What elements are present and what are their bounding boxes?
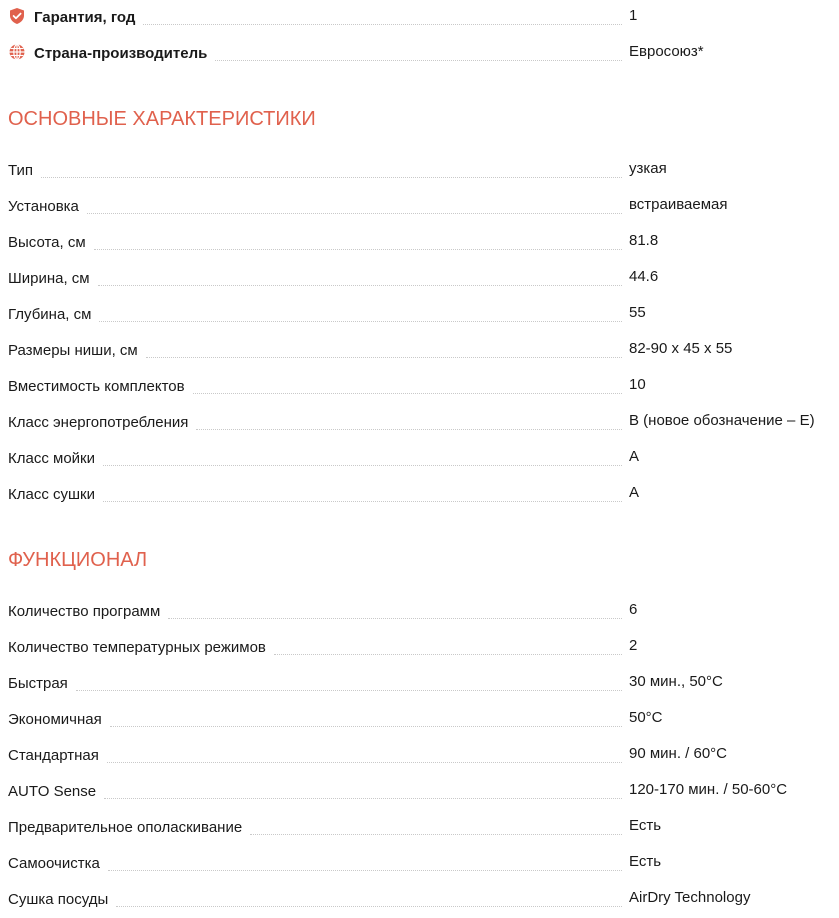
spec-value: А [629,484,640,501]
spec-label: AUTO Sense [8,783,104,801]
spec-row [8,887,831,909]
spec-label: Класс мойки [8,450,103,468]
spec-row [8,302,831,324]
spec-label: Стандартная [8,747,107,765]
spec-row [8,410,831,432]
spec-value: А [629,448,640,465]
spec-row [8,707,831,729]
spec-value: Есть [629,853,662,870]
spec-label: Сушка посуды [8,891,116,909]
spec-label: Тип [8,162,41,180]
spec-row [8,815,831,837]
spec-value: 50°C [629,709,663,726]
spec-label: Быстрая [8,675,76,693]
leader-dots [146,356,622,358]
spec-row [8,743,831,765]
leader-dots [168,617,622,619]
leader-dots [110,725,622,727]
leader-dots [87,212,622,214]
spec-label: Размеры ниши, см [8,342,146,360]
spec-row [8,374,831,396]
spec-row [8,158,831,180]
leader-dots [116,905,622,907]
spec-row [8,338,831,360]
spec-label: Количество программ [8,603,168,621]
spec-value: 55 [629,304,646,321]
spec-row [8,482,831,504]
spec-label: Вместимость комплектов [8,378,193,396]
spec-value: 81.8 [629,232,659,249]
leader-dots [104,797,622,799]
spec-value: Есть [629,817,662,834]
spec-row [8,194,831,216]
leader-dots [143,23,622,25]
spec-label: Предварительное ополаскивание [8,819,250,837]
leader-dots [41,176,622,178]
shield-check-icon [8,7,26,25]
spec-value: 82-90 х 45 х 55 [629,340,733,357]
spec-value: В (новое обозначение – Е) [629,412,815,429]
spec-row-warranty [8,5,831,27]
spec-label: Гарантия, год [34,9,143,27]
leader-dots [94,248,622,250]
spec-value: 10 [629,376,646,393]
spec-label: Класс сушки [8,486,103,504]
leader-dots [103,464,622,466]
leader-dots [107,761,622,763]
spec-value: 44.6 [629,268,659,285]
spec-row [8,599,831,621]
spec-label: Установка [8,198,87,216]
spec-row [8,779,831,801]
leader-dots [108,869,622,871]
spec-row [8,635,831,657]
spec-label: Класс энергопотребления [8,414,196,432]
spec-label: Глубина, см [8,306,99,324]
spec-value: Евросоюз* [629,43,704,60]
spec-label: Самоочистка [8,855,108,873]
spec-value: 90 мин. / 60°C [629,745,728,762]
spec-value: 6 [629,601,638,618]
spec-value: узкая [629,160,667,177]
leader-dots [250,833,622,835]
spec-row [8,851,831,873]
spec-value: 120-170 мин. / 50-60°C [629,781,788,798]
spec-row [8,446,831,468]
section-title-main-specs: ОСНОВНЫЕ ХАРАКТЕРИСТИКИ [8,108,316,130]
leader-dots [99,320,622,322]
spec-label: Высота, см [8,234,94,252]
section-title-functions: ФУНКЦИОНАЛ [8,549,148,571]
leader-dots [193,392,622,394]
leader-dots [196,428,622,430]
spec-row [8,671,831,693]
leader-dots [215,59,622,61]
spec-value: встраиваемая [629,196,728,213]
spec-value: 2 [629,637,638,654]
leader-dots [98,284,622,286]
spec-label: Ширина, см [8,270,98,288]
spec-row-country [8,41,831,63]
leader-dots [274,653,622,655]
spec-label: Количество температурных режимов [8,639,274,657]
spec-value: 1 [629,7,638,24]
spec-value: 30 мин., 50°C [629,673,723,690]
spec-value: AirDry Technology [629,889,751,906]
spec-row [8,230,831,252]
spec-label: Страна-производитель [34,45,215,63]
spec-row [8,266,831,288]
leader-dots [76,689,622,691]
leader-dots [103,500,622,502]
spec-label: Экономичная [8,711,110,729]
globe-icon [8,43,26,61]
